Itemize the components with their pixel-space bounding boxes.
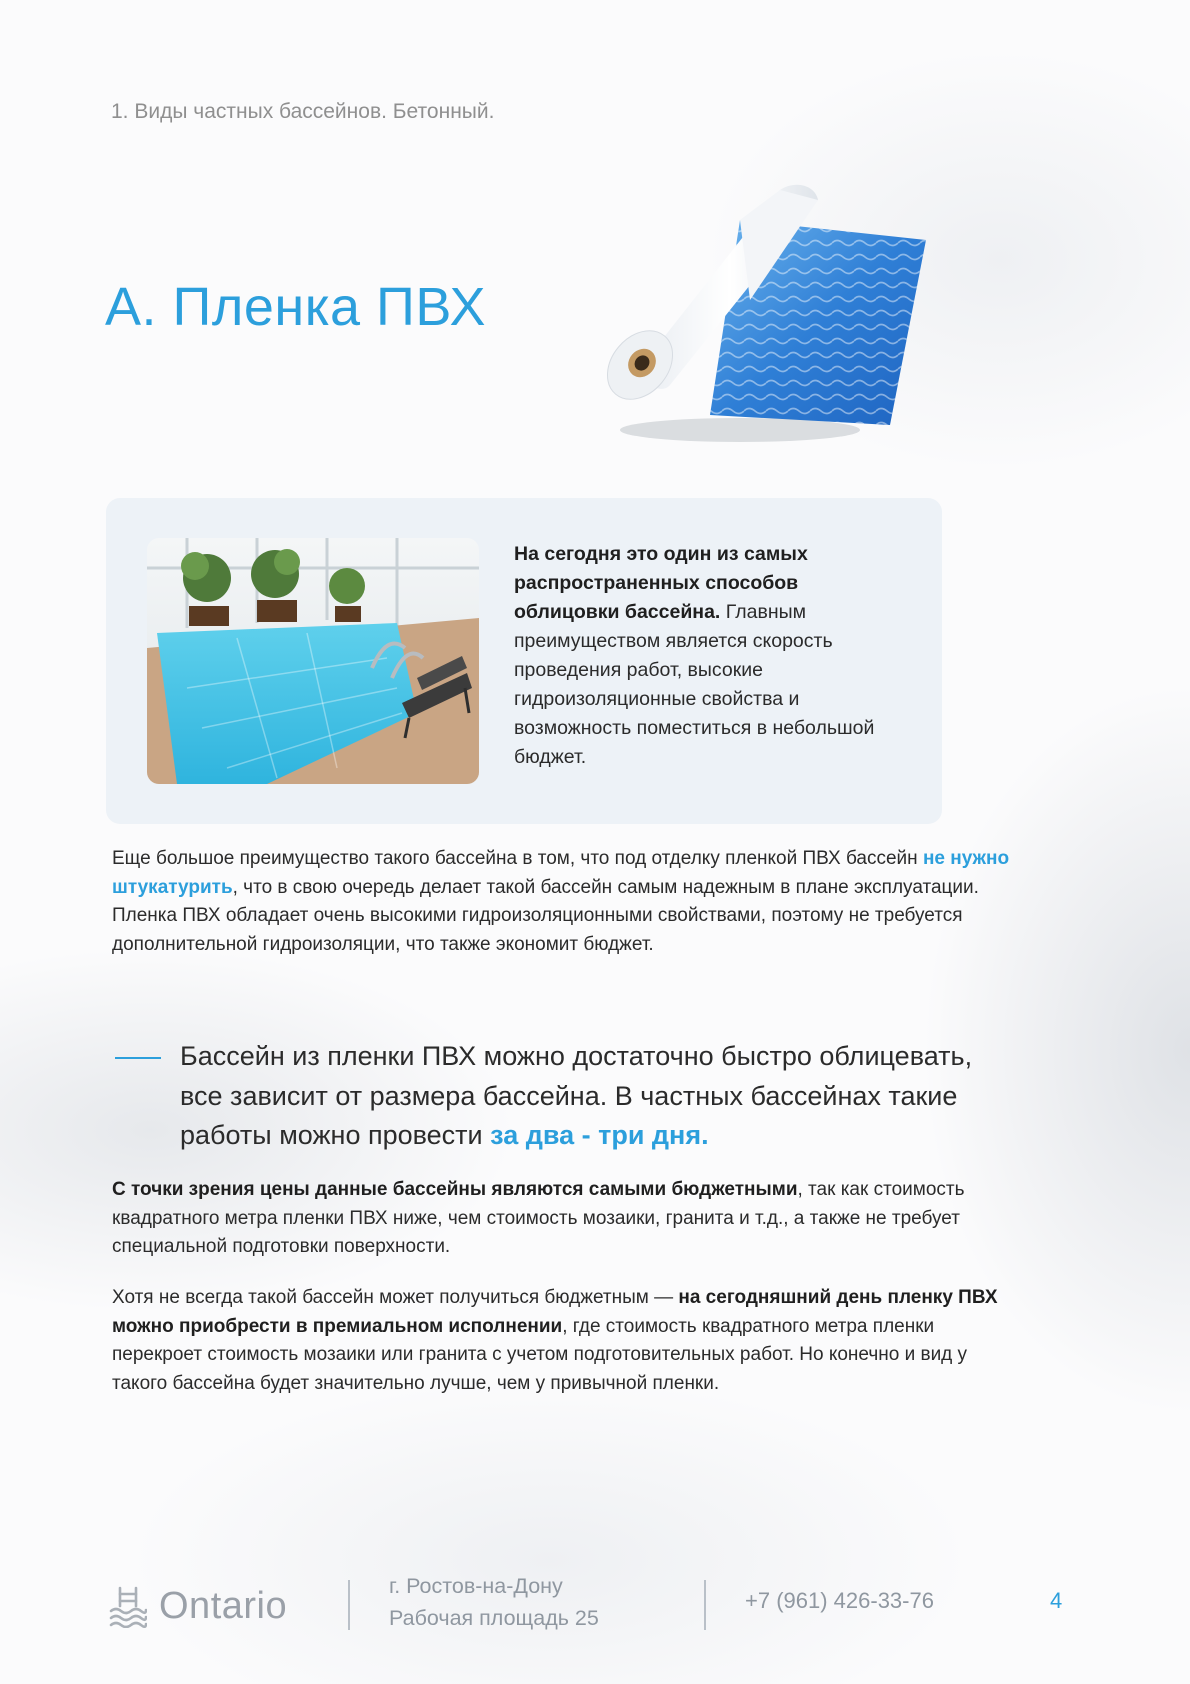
indoor-pool-photo bbox=[147, 538, 479, 784]
paragraph-price bbox=[112, 1176, 1012, 1262]
pool-ladder-waves-icon bbox=[109, 1586, 147, 1628]
paragraph-premium bbox=[112, 1284, 1012, 1398]
card-text bbox=[514, 540, 894, 772]
quote-text: Бассейн из пленки ПВХ можно достаточно быстро облицевать, все зависит от размера бассейна. В частных бассейнах такие работы можно провести bbox=[180, 1041, 973, 1150]
pvc-roll-illustration bbox=[590, 180, 930, 450]
paragraph2-bold: С точки зрения цены данные бассейны являются самыми бюджетными bbox=[112, 1179, 798, 1200]
quote-accent: за два - три дня. bbox=[490, 1120, 709, 1150]
card-text-regular: Главным преимуществом является скорость проведения работ, высокие гидроизоляционные свойства и возможность поместиться в небольшой бюджет. bbox=[514, 601, 875, 768]
pull-quote bbox=[180, 1037, 1000, 1156]
paragraph2-text: , так как стоимость квадратного метра пленки ПВХ ниже, чем стоимость мозаики, гранита и т.д., а также не требует специальной подготовки поверхности. bbox=[112, 1179, 965, 1257]
paragraph-advantage bbox=[112, 845, 1012, 959]
section-title: А. Пленка ПВХ bbox=[105, 277, 487, 337]
logo-text: Ontario bbox=[159, 1585, 288, 1627]
quote-dash bbox=[115, 1057, 161, 1059]
footer-divider bbox=[348, 1580, 350, 1630]
paragraph1-part1: Еще большое преимущество такого бассейна в том, что под отделку пленкой ПВХ бассейн bbox=[112, 848, 923, 869]
paragraph1-part2: , что в свою очередь делает такой бассейн самым надежным в плане эксплуатации. Пленка ПВХ обладает очень высокими гидроизоляционными свойствами, поэтому не требуется дополнительной гидроизоляции, что также экономит бюджет. bbox=[112, 876, 979, 955]
page-number: 4 bbox=[1050, 1588, 1063, 1613]
address-street: Рабочая площадь 25 bbox=[389, 1606, 599, 1630]
address-city: г. Ростов-на-Дону bbox=[389, 1574, 563, 1598]
card-text-bold: На сегодня это один из самых распространенных способов облицовки бассейна. bbox=[514, 543, 808, 623]
paragraph3-part1: Хотя не всегда такой бассейн может получиться бюджетным — bbox=[112, 1287, 679, 1308]
paragraph3-part2: , где стоимость квадратного метра пленки перекроет стоимость мозаики или гранита с учетом подготовительных работ. Но конечно и вид у такого бассейна будет значительно лучше, чем у привычной пленки. bbox=[112, 1315, 968, 1394]
footer-address bbox=[389, 1570, 599, 1634]
paragraph3-bold: на сегодняшний день пленку ПВХ можно приобрести в премиальном исполнении bbox=[112, 1287, 998, 1337]
footer-logo bbox=[109, 1585, 287, 1628]
footer-divider bbox=[704, 1580, 706, 1630]
footer-phone[interactable]: +7 (961) 426-33-76 bbox=[745, 1588, 934, 1613]
paragraph1-accent: не нужно штукатурить bbox=[112, 848, 1010, 898]
breadcrumb: 1. Виды частных бассейнов. Бетонный. bbox=[111, 100, 495, 123]
